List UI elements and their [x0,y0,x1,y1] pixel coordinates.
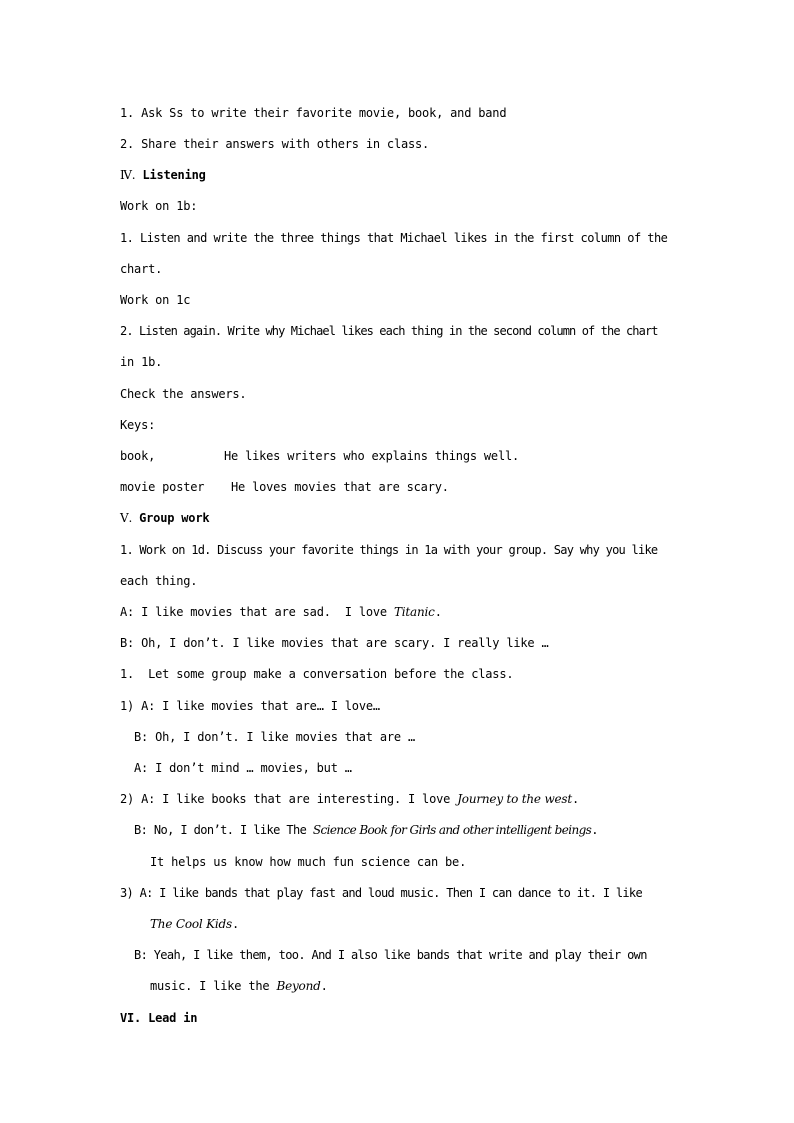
step-write-favorites: 1. Ask Ss to write their favorite movie, book, and band [120,106,507,120]
listening-step-2-cont: in 1b. [120,355,163,369]
dialogue-3-b-cont [150,977,710,995]
movie-title: Titanic [393,605,435,619]
dialogue-3-a: 3) A: I like bands that play fast and loud music. Then I can dance to it. I like [120,886,642,900]
dialogue-text: B: No, I don’t. I like The [134,823,313,837]
section-number: Ⅳ. [120,168,136,182]
listening-step-1-cont: chart. [120,262,163,276]
dialogue-3-a-cont [150,915,710,933]
dialogue-1-b: B: Oh, I don’t. I like movies that are … [134,730,415,744]
listening-step-1: 1. Listen and write the three things that Michael likes in the first column of the [120,231,668,245]
dialogue-2-b [134,821,694,839]
dialogue-1-a2: A: I don’t mind … movies, but … [134,761,352,775]
example-line-b: B: Oh, I don’t. I like movies that are scary. I really like … [120,636,549,650]
book-title: Journey to the west [457,792,572,806]
band-title: The Cool Kids [150,917,232,931]
check-answers: Check the answers. [120,387,247,401]
key-item: book, [120,449,156,463]
key-row-movie-poster [120,478,680,496]
key-row-book [120,447,680,465]
group-step-1-cont: each thing. [120,574,198,588]
dialogue-punct: . [231,917,240,931]
dialogue-2-a [120,790,680,808]
dialogue-punct: . [434,605,442,619]
section-title: Group work [139,511,210,525]
task-label-1b: Work on 1b: [120,199,198,213]
dialogue-text: 2) A: I like books that are interesting. I love [120,792,458,806]
keys-label: Keys: [120,418,156,432]
book-title: Science Book for Girls and other intelligent beings [312,823,592,837]
task-label-1c: Work on 1c [120,293,191,307]
dialogue-1-a: 1) A: I like movies that are… I love… [120,699,380,713]
dialogue-punct: . [320,979,328,993]
section-heading-listening [120,166,680,184]
example-line-a [120,603,680,621]
band-title: Beyond [276,979,321,993]
section-title: Listening [142,168,206,182]
group-step-conversation: 1. Let some group make a conversation before the class. [120,667,514,681]
key-item: movie poster [120,480,205,494]
key-reason: He likes writers who explains things well. [224,449,520,463]
dialogue-2-b-cont: It helps us know how much fun science can be. [150,855,467,869]
dialogue-3-b: B: Yeah, I like them, too. And I also like bands that write and play their own [134,948,647,962]
dialogue-text: music. I like the [150,979,277,993]
listening-step-2: 2. Listen again. Write why Michael likes each thing in the second column of the chart [120,324,658,338]
section-number: Ⅴ. [120,511,133,525]
dialogue-punct: . [591,823,598,837]
dialogue-punct: . [572,792,580,806]
dialogue-text: A: I like movies that are sad. I love [120,605,394,619]
key-reason: He loves movies that are scary. [231,480,449,494]
step-share-answers: 2. Share their answers with others in class. [120,137,430,151]
group-step-1: 1. Work on 1d. Discuss your favorite things in 1a with your group. Say why you like [120,543,658,557]
section-heading-lead-in: VI. Lead in [120,1011,198,1025]
section-heading-group-work [120,509,680,527]
